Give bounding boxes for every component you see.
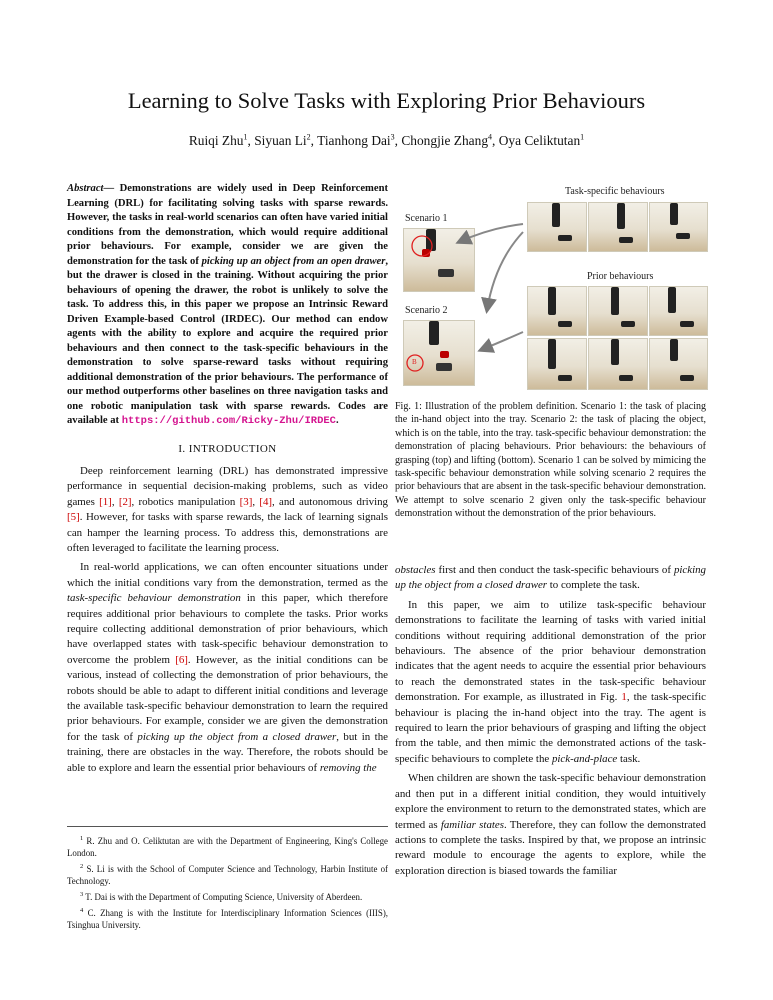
left-column: [67, 182, 388, 776]
section-heading: I. INTRODUCTION: [178, 442, 277, 455]
footnotes: [67, 826, 388, 933]
abstract: Abstract— Demonstrations are widely used in Deep Reinforcement Learning (DRL) for facilitating solving tasks with sparse rewards. However, the tasks in real-world scenarios can often have varied initial conditions from the demonstration, which would require additional prior behaviours. For example, consider we are given the demonstration for the task of picking up an object from an open drawer, but the drawer is closed in the training. Without acquiring the prior behaviours of opening the drawer, the robot is unlikely to solve the task. To address this, in this paper we propose an Intrinsic Reward Driven Example-based Control (IRDEC). Our method can endow agents with the ability to explore and acquire the required prior behaviours and then connect to the task-specific behaviours in the demonstration to solve sparse-reward tasks without requiring additional demonstration of the prior behaviours. The performance of our method outperforms other baselines on three navigation tasks and one robotic manipulation task with sparse rewards. Codes are available at https://github.com/Ricky-Zhu/IRDEC.: [67, 183, 389, 427]
author: Tianhong Dai$^3$,: [317, 133, 402, 149]
citation-link[interactable]: [4]: [259, 495, 273, 508]
author: Ruiqi Zhu$^1$,: [188, 133, 255, 149]
citation-link[interactable]: [3]: [239, 495, 253, 508]
figure-label-scenario-2: Scenario 2: [405, 305, 448, 316]
footnote: $^2$ S. Li is with the School of Computer Science and Technology, Harbin Institute of Technology.: [67, 862, 388, 886]
figure-label-task: Task-specific behaviours: [565, 186, 665, 197]
object-marker: B: [412, 358, 417, 366]
footnote: $^3$ T. Dai is with the Department of Computing Science, University of Aberdeen.: [80, 890, 363, 902]
paper-title: Learning to Solve Tasks with Exploring Prior Behaviours: [127, 88, 646, 113]
footnote: $^4$ C. Zhang is with the Institute for Interdisciplinary Information Sciences (IIIS), Tsinghua University.: [67, 906, 388, 930]
figure-arrows: [395, 182, 706, 397]
intro-paragraph-1: Deep reinforcement learning (DRL) has demonstrated impressive performance in sequential decision-making problems, such as video games [1], [2], robotics manipulation [3], [4], and autonomous driving [5]. However, for tasks with sparse rewards, the lack of learning signals can hamper the learning process. To address this, demonstrations are often leveraged to facilitate the learning process.: [67, 464, 388, 554]
footnote: $^1$ R. Zhu and O. Celiktutan are with the Department of Engineering, King's College London.: [67, 835, 388, 858]
figure-label-scenario-1: Scenario 1: [405, 213, 448, 224]
citation-link[interactable]: [5]: [67, 511, 80, 524]
author: Siyuan Li$^2$,: [254, 133, 318, 149]
right-column: [395, 563, 706, 879]
figure-caption: Fig. 1: Illustration of the problem definition. Scenario 1: the task of placing the in-hand object into the tray. Scenario 2: the task of placing the object, which is on the table, into the tray. task-specific behaviour demonstration: the demonstration of placing behaviours. Prior behaviours: the behaviours of grasping (top) and lifting (bottom). Scenario 1 can be solved by mimicing the task-specific behaviour demonstration while solving scenario 2 requires the prior behaviours that are absent in the task-specific behaviour demonstration. We attempt to solve scenario 2 given only the task-specific behaviour demonstration without the demonstration of the prior behaviours.: [395, 401, 706, 520]
author-list: [0, 133, 773, 149]
author: Chongjie Zhang$^4$,: [401, 133, 499, 149]
intro-paragraph-2: In real-world applications, we can often encounter situations under which the initial conditions vary from the demonstration, termed as the task-specific behaviour demonstration in this paper, which therefore requires additional prior behaviours to complete the tasks. Prior works require collecting additional demonstration of prior behaviours, which have overlapped states with task-specific behaviour demonstration to overcome the problem [6]. However, as the initial conditions can be various, instead of collecting the demonstration of prior behaviours, the robots should be able to adapt to different initial conditions and leverage the available task-specific behaviour demonstration to learn the required prior behaviours. For example, consider we are given the demonstration for the task of picking up the object from a closed drawer, but in the training, there are obstacles in the way. Therefore, the robots should be able to explore and learn the essential prior behaviours of removing the: [67, 561, 388, 774]
code-link[interactable]: https://github.com/Ricky-Zhu/IRDEC: [121, 415, 336, 427]
citation-link[interactable]: [2]: [118, 495, 132, 508]
body-paragraph-2: When children are shown the task-specific behaviour demonstration and then put in a different initial condition, they would intuitively explore the environment to return to the demonstrated states, which are termed as familiar states. Therefore, they can follow the demonstrated actions to complete the tasks. Inspired by that, we propose an intrinsic reward module to encourage the agents to explore, while the exploration direction is biased towards the familiar: [395, 772, 706, 877]
paragraph-continuation: obstacles first and then conduct the task-specific behaviours of picking up the object from a closed drawer to complete the task.: [395, 564, 706, 592]
figure-label-prior: Prior behaviours: [587, 271, 654, 282]
author: Oya Celiktutan$^1$: [498, 133, 585, 149]
body-paragraph-1: In this paper, we aim to utilize task-specific behaviour demonstrations to facilitate the learning of tasks with varied initial conditions without requiring additional demonstration of the prior behaviours. The absence of the prior behaviour demonstration indicates that the agent needs to acquire the essential prior behaviours to reach the demonstrated states in the task-specific behaviour demonstration. For example, as illustrated in Fig. 1, the task-specific behaviour is placing the in-hand object into the tray. The agent is required to learn the prior behaviours of grasping and lifting the object from the table, and then mimic the demonstrated actions of the task-specific behaviours to complete the pick-and-place task.: [395, 598, 706, 765]
citation-link[interactable]: [1]: [99, 495, 112, 508]
figure-1: [395, 182, 706, 397]
figure-ref-link[interactable]: 1: [621, 691, 627, 704]
citation-link[interactable]: [6]: [175, 653, 188, 666]
